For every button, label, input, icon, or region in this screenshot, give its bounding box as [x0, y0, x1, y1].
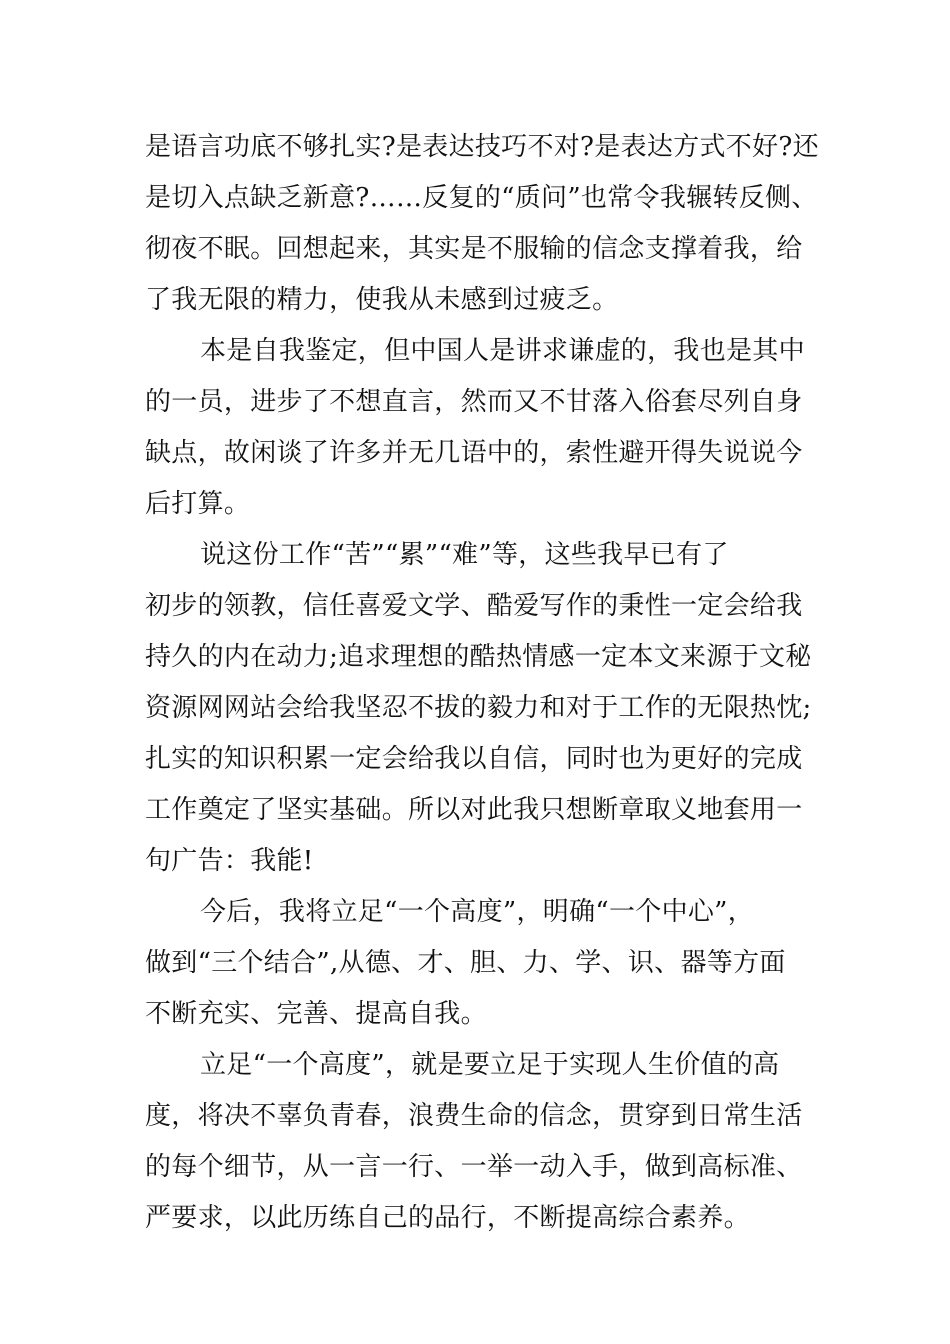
text-line: 了我无限的精力，使我从未感到过疲乏。: [145, 285, 619, 315]
text-line: 做到“三个结合”,从德、才、胆、力、学、识、器等方面: [145, 948, 786, 978]
text-line: 资源网网站会给我坚忍不拔的毅力和对于工作的无限热忱;: [145, 693, 812, 723]
text-line: 不断充实、完善、提高自我。: [145, 999, 487, 1029]
text-line: 严要求，以此历练自己的品行，不断提高综合素养。: [145, 1203, 750, 1233]
text-line: 的一员，进步了不想直言，然而又不甘落入俗套尽列自身: [145, 387, 803, 417]
text-line: 工作奠定了坚实基础。所以对此我只想断章取义地套用一: [145, 795, 803, 825]
text-line: 彻夜不眠。回想起来，其实是不服输的信念支撑着我，给: [145, 234, 803, 264]
text-line: 度，将决不辜负青春，浪费生命的信念，贯穿到日常生活: [145, 1101, 803, 1131]
text-line: 扎实的知识积累一定会给我以自信，同时也为更好的完成: [145, 744, 803, 774]
text-line: 缺点，故闲谈了许多并无几语中的，索性避开得失说说今: [145, 438, 803, 468]
paragraph-start-line: 今后，我将立足“一个高度”，明确“一个中心”，: [200, 897, 755, 927]
document-body: [145, 122, 819, 1244]
text-line: 句广告：我能!: [145, 846, 314, 876]
text-line: 持久的内在动力;追求理想的酷热情感一定本文来源于文秘: [145, 642, 812, 672]
paragraph-start-line: 立足“一个高度”，就是要立足于实现人生价值的高: [200, 1050, 780, 1080]
text-line: 初步的领教，信任喜爱文学、酷爱写作的秉性一定会给我: [145, 591, 803, 621]
text-line: 是语言功底不够扎实?是表达技巧不对?是表达方式不好?还: [145, 132, 819, 162]
text-line: 是切入点缺乏新意?……反复的“质问”也常令我辗转反侧、: [145, 183, 818, 213]
text-line: 后打算。: [145, 489, 251, 519]
paragraph-start-line: 说这份工作“苦”“累”“难”等，这些我早已有了: [200, 540, 729, 570]
text-line: 的每个细节，从一言一行、一举一动入手，做到高标准、: [145, 1152, 803, 1182]
paragraph-start-line: 本是自我鉴定，但中国人是讲求谦虚的，我也是其中: [200, 336, 805, 366]
